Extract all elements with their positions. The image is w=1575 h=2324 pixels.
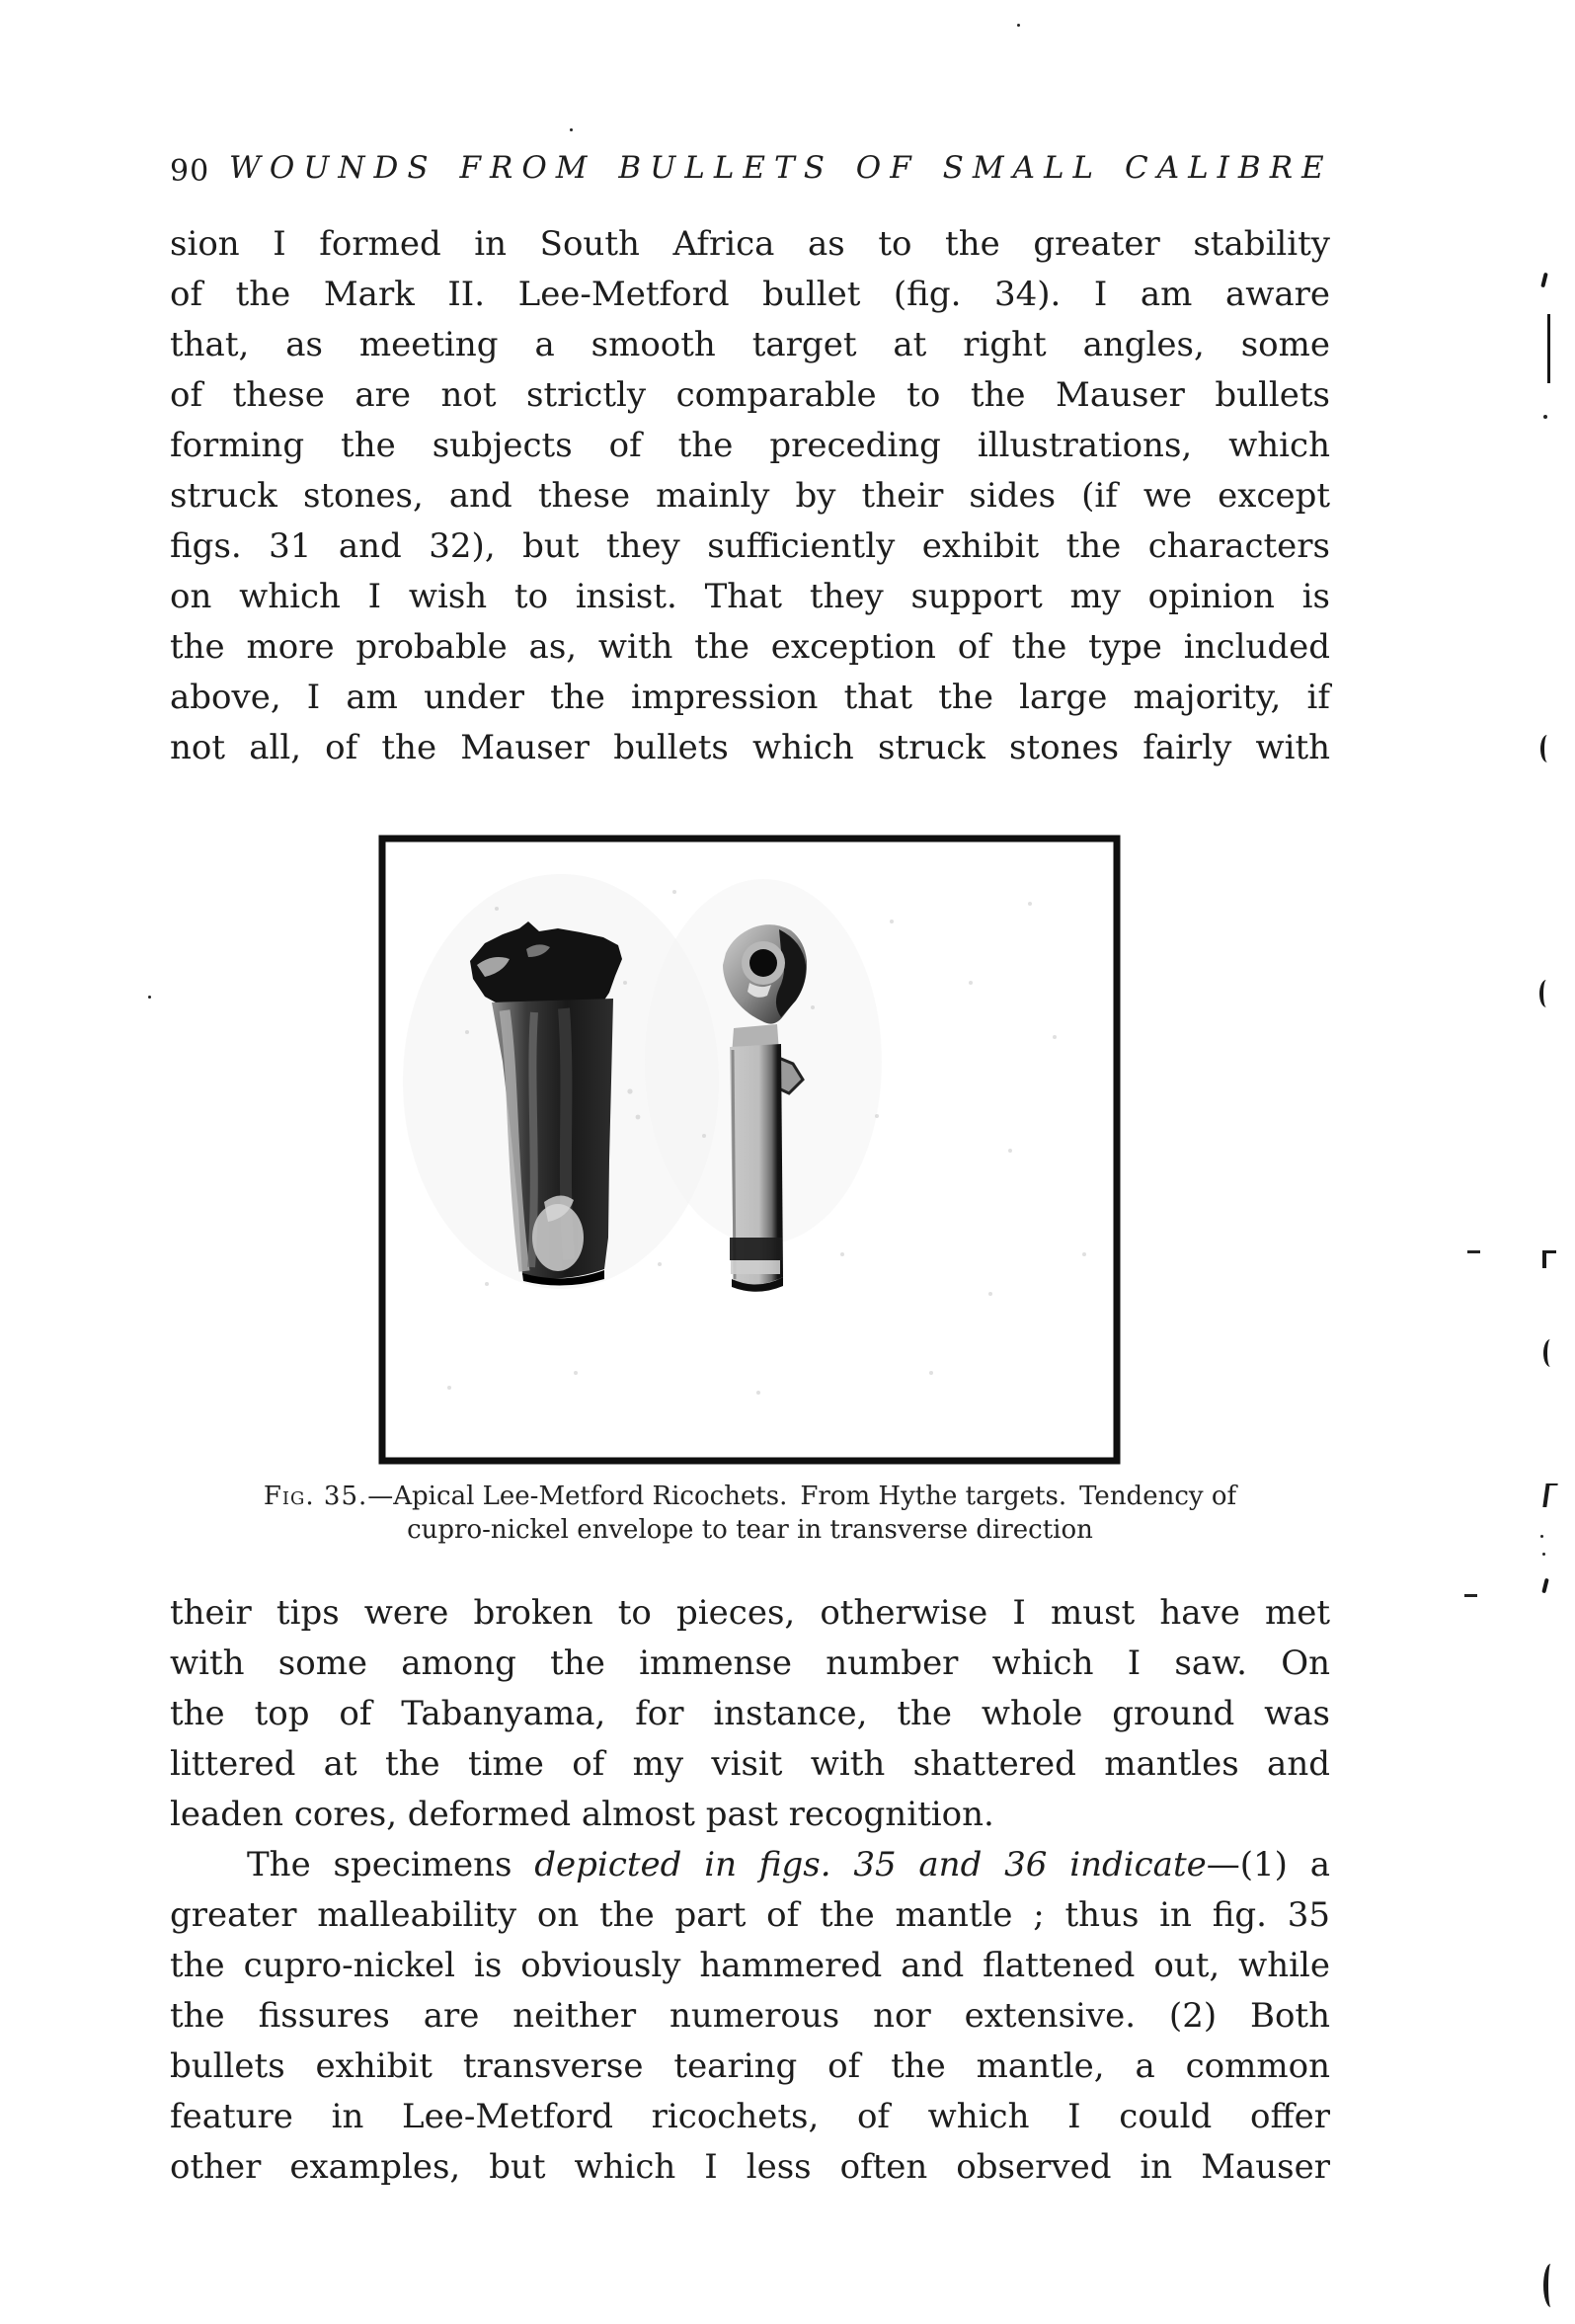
- text-line: of these are not strictly comparable to the Mauser bullets: [170, 375, 1330, 415]
- text-line: the fissures are neither numerous nor extensive. (2) Both: [170, 1996, 1330, 2036]
- scan-artifact: [1547, 314, 1550, 383]
- scan-artifact: [1540, 735, 1554, 762]
- figure-caption: [170, 1480, 1330, 1547]
- scan-artifact: [1542, 1483, 1557, 1507]
- scan-artifact: [148, 996, 151, 999]
- text-line: feature in Lee-Metford ricochets, of which I could offer: [170, 2097, 1330, 2136]
- text-line: above, I am under the impression that the large majority, if: [170, 678, 1330, 717]
- caption-line-2: cupro-nickel envelope to tear in transverse direction: [407, 1515, 1093, 1545]
- text-line: the top of Tabanyama, for instance, the whole ground was: [170, 1694, 1330, 1733]
- figure-35: [378, 835, 1121, 1465]
- scan-artifact: [1467, 1250, 1480, 1253]
- text-line: the more probable as, with the exception of the type included: [170, 627, 1330, 667]
- scan-artifact: [1540, 273, 1548, 288]
- text-line: that, as meeting a smooth target at right angles, some: [170, 325, 1330, 364]
- text-line: [170, 1840, 1330, 1890]
- text-line: figs. 31 and 32), but they sufficiently exhibit the characters: [170, 526, 1330, 566]
- scan-artifact: [1541, 1578, 1549, 1594]
- scan-artifact: [1543, 1339, 1557, 1367]
- scan-artifact: [1543, 415, 1547, 419]
- page-header: [170, 148, 1333, 194]
- text-line: on which I wish to insist. That they support my opinion is: [170, 577, 1330, 616]
- text-line: of the Mark II. Lee-Metford bullet (fig. 34). I am aware: [170, 275, 1330, 314]
- text-line: bullets exhibit transverse tearing of the mantle, a common: [170, 2046, 1330, 2086]
- scan-artifact: [1542, 1553, 1545, 1556]
- figure-35-image: [378, 835, 1121, 1465]
- line-segment-italic: depicted in figs. 35 and 36 indicate: [534, 1845, 1207, 1884]
- text-line: with some among the immense number which I saw. On: [170, 1643, 1330, 1683]
- page-number: 90: [170, 154, 210, 189]
- body-text-lower: [170, 1588, 1330, 2193]
- scan-artifact: [1542, 1250, 1556, 1268]
- line-segment: —(1) a: [1206, 1845, 1330, 1884]
- caption-text: —Apical Lee-Metford Ricochets. From Hythe targets. Tendency of: [367, 1482, 1237, 1511]
- text-line: littered at the time of my visit with shattered mantles and: [170, 1744, 1330, 1784]
- text-line: leaden cores, deformed almost past recognition.: [170, 1795, 994, 1834]
- text-line: their tips were broken to pieces, otherwise I must have met: [170, 1593, 1330, 1633]
- text-line: the cupro-nickel is obviously hammered and flattened out, while: [170, 1946, 1330, 1985]
- scan-artifact: [1539, 980, 1553, 1007]
- text-line: forming the subjects of the preceding illustrations, which: [170, 426, 1330, 465]
- text-line: not all, of the Mauser bullets which struck stones fairly with: [170, 728, 1330, 767]
- running-title: WOUNDS FROM BULLETS OF SMALL CALIBRE: [229, 150, 1333, 186]
- text-line: sion I formed in South Africa as to the greater stability: [170, 224, 1330, 264]
- text-line: struck stones, and these mainly by their sides (if we except: [170, 476, 1330, 516]
- caption-fig-label: Fig. 35.: [263, 1482, 368, 1511]
- caption-line-1: [170, 1480, 1330, 1513]
- body-text-upper: [170, 219, 1330, 773]
- line-segment: The specimens: [247, 1845, 535, 1884]
- text-line: other examples, but which I less often observed in Mauser: [170, 2147, 1330, 2187]
- scan-artifact: [1540, 1535, 1543, 1538]
- scan-artifact: [1464, 1594, 1477, 1597]
- scan-artifact: [1543, 2264, 1558, 2307]
- scan-artifact: [1017, 24, 1020, 27]
- text-line: greater malleability on the part of the mantle ; thus in fig. 35: [170, 1895, 1330, 1935]
- scan-artifact: [570, 128, 573, 131]
